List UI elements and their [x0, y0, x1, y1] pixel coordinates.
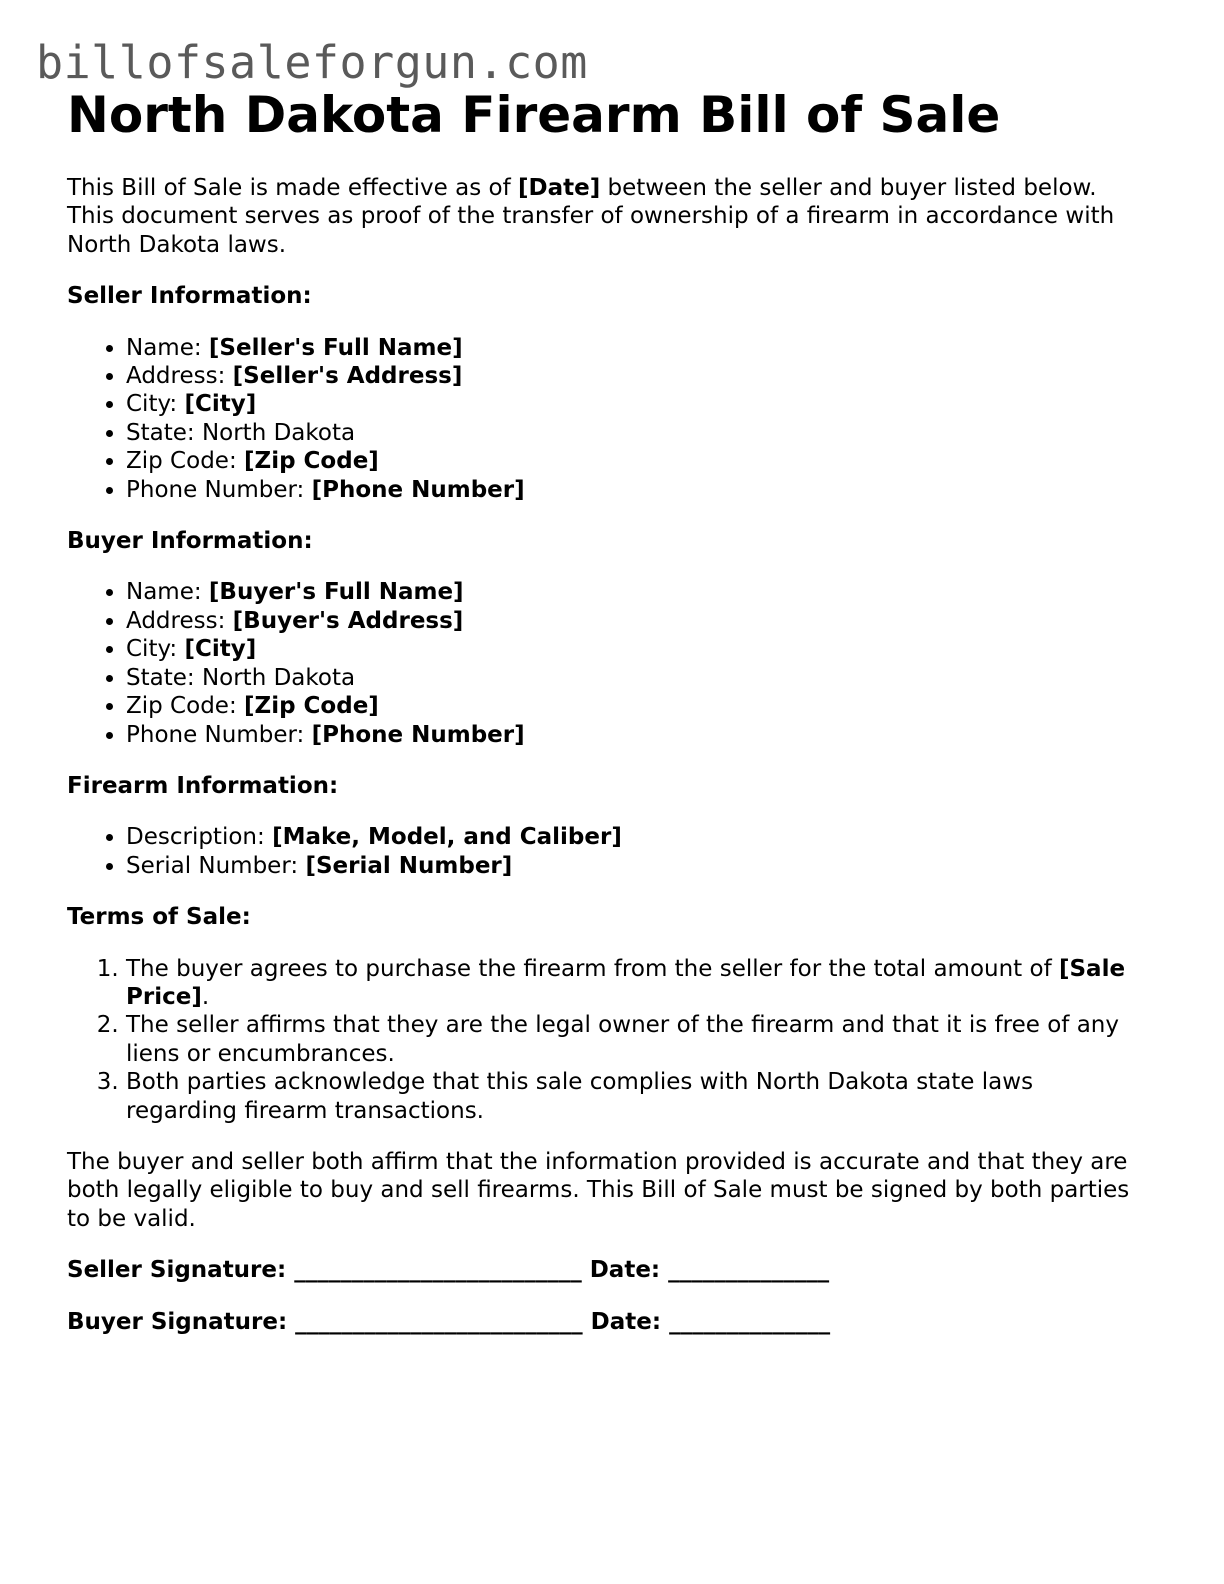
- seller-phone-item: • Phone Number: [Phone Number]: [126, 476, 1147, 504]
- intro-text-start: This Bill of Sale is made effective as of: [67, 175, 518, 201]
- seller-city-item: • City: [City]: [126, 390, 1147, 418]
- buyer-zip-item: • Zip Code: [Zip Code]: [126, 692, 1147, 720]
- term-compliance: 3. Both parties acknowledge that this sale complies with North Dakota state laws regarding firearm transactions.: [126, 1068, 1147, 1125]
- intro-text-end: between the seller and buyer listed below. This document serves as proof of the transfer of ownership of a firearm in accordance with North Dakota laws.: [67, 175, 1115, 258]
- buyer-state-item: • State: North Dakota: [126, 664, 1147, 692]
- seller-state-item: • State: North Dakota: [126, 419, 1147, 447]
- firearm-heading: Firearm Information:: [67, 772, 339, 799]
- terms-list: [67, 955, 1147, 1125]
- buyer-info-list: [67, 578, 1147, 748]
- seller-zip-item: • Zip Code: [Zip Code]: [126, 447, 1147, 475]
- buyer-heading: Buyer Information:: [67, 528, 313, 555]
- buyer-address-item: • Address: [Buyer's Address]: [126, 607, 1147, 635]
- date-placeholder: [Date]: [517, 175, 601, 201]
- buyer-signature-line[interactable]: Buyer Signature: _________________________ Date: ______________: [67, 1308, 831, 1335]
- site-watermark: billofsaleforgun.com: [36, 36, 588, 89]
- seller-address-item: • Address: [Seller's Address]: [126, 362, 1147, 390]
- terms-heading: Terms of Sale:: [67, 904, 251, 931]
- buyer-name-item: • Name: [Buyer's Full Name]: [126, 578, 1147, 606]
- intro-paragraph: [67, 174, 1147, 259]
- firearm-info-list: [67, 823, 1147, 880]
- firearm-serial-item: • Serial Number: [Serial Number]: [126, 852, 1147, 880]
- buyer-phone-item: • Phone Number: [Phone Number]: [126, 721, 1147, 749]
- seller-name-item: • Name: [Seller's Full Name]: [126, 334, 1147, 362]
- seller-heading: Seller Information:: [67, 283, 312, 310]
- seller-signature-line[interactable]: Seller Signature: _________________________ Date: ______________: [67, 1257, 830, 1284]
- document-body: [67, 84, 1147, 1336]
- page-title: North Dakota Firearm Bill of Sale: [67, 86, 1001, 144]
- seller-info-list: [67, 334, 1147, 504]
- term-legal-owner: 2. The seller affirms that they are the legal owner of the firearm and that it is free of any liens or encumbrances.: [126, 1011, 1147, 1068]
- buyer-city-item: • City: [City]: [126, 635, 1147, 663]
- term-sale-price: 1. The buyer agrees to purchase the firearm from the seller for the total amount of [Sale Price].: [126, 955, 1147, 1012]
- firearm-description-item: • Description: [Make, Model, and Caliber]: [126, 823, 1147, 851]
- closing-paragraph: The buyer and seller both affirm that the information provided is accurate and that they are both legally eligible to buy and sell firearms. This Bill of Sale must be signed by both parties to be valid.: [67, 1148, 1130, 1232]
